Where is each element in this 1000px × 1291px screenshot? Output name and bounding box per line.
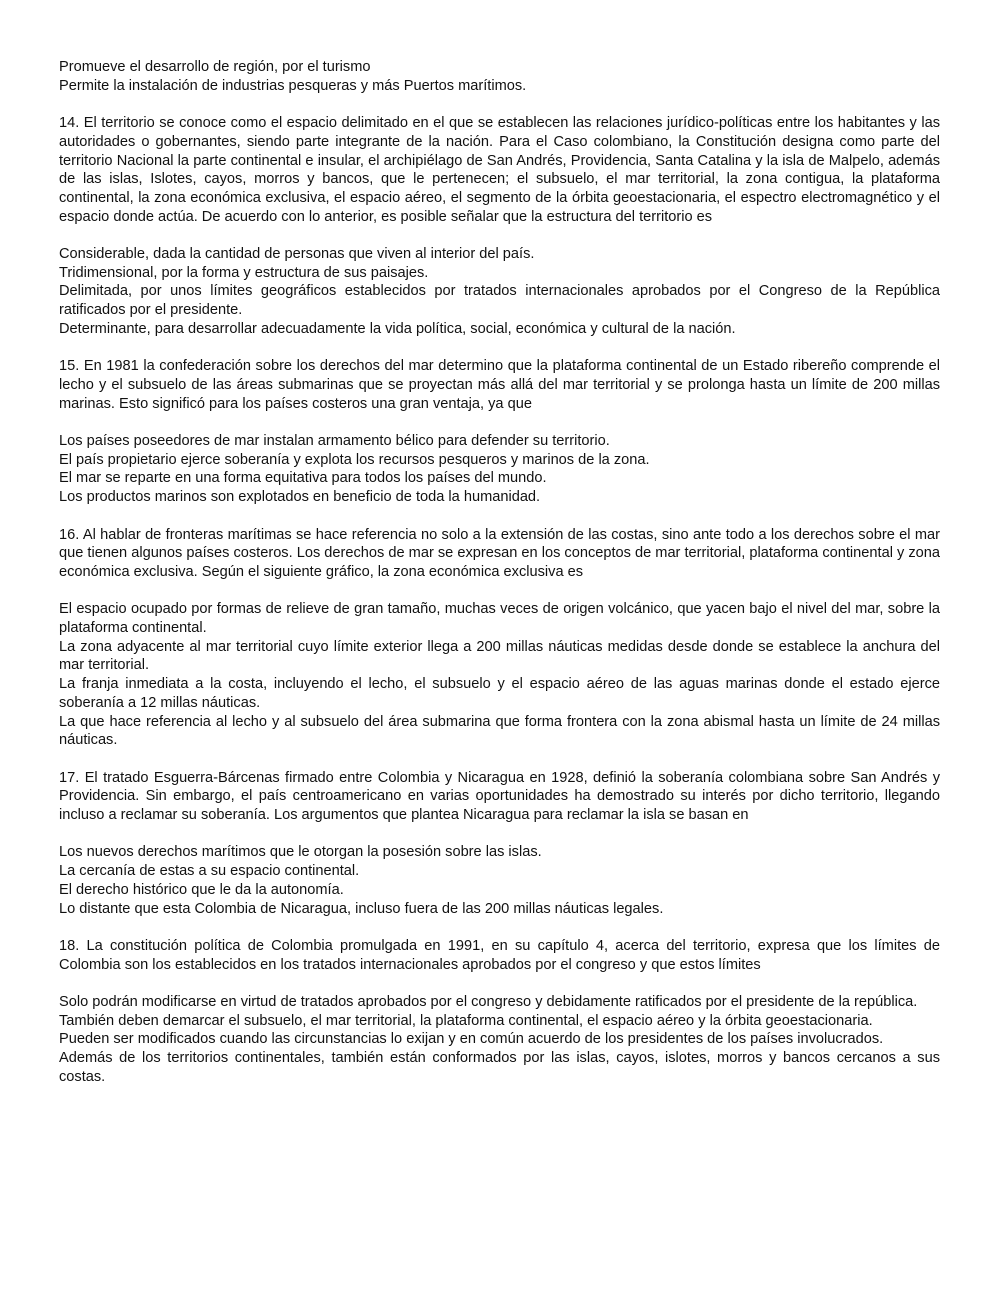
answer-options — [59, 245, 940, 339]
answer-option: Tridimensional, por la forma y estructura de sus paisajes. — [59, 264, 429, 281]
answer-option: Los países poseedores de mar instalan armamento bélico para defender su territorio. — [59, 433, 610, 449]
answer-option: Determinante, para desarrollar adecuadamente la vida política, social, económica y cultural de la nación. — [59, 320, 736, 337]
question-text: 18. La constitución política de Colombia promulgada en 1991, en su capítulo 4, acerca del territorio, expresa que los límites de Colombia son los establecidos en los tratados internacionales aprobados por el congreso y que estos límites — [59, 937, 940, 973]
answer-option: Pueden ser modificados cuando las circunstancias lo exijan y en común acuerdo de los presidentes de los países involucrados. — [59, 1031, 884, 1048]
question-text: 15. En 1981 la confederación sobre los derechos del mar determino que la plataforma continental de un Estado ribereño comprende el lecho y el subsuelo de las áreas submarinas que se proyectan más allá del mar territorial y se prolonga hasta un límite de 200 millas marinas. Esto significó para los países costeros una gran ventaja, ya que — [59, 358, 940, 412]
answer-option: También deben demarcar el subsuelo, el mar territorial, la plataforma continental, el espacio aéreo y la órbita geoestacionaria. — [59, 1012, 873, 1029]
document-page — [59, 58, 940, 1087]
answer-option: La cercanía de estas a su espacio continental. — [59, 863, 360, 880]
answer-option: La zona adyacente al mar territorial cuyo límite exterior llega a 200 millas náuticas medidas desde donde se establece la anchura del mar territorial. — [59, 638, 940, 674]
answer-options — [59, 600, 940, 750]
answer-option: Delimitada, por unos límites geográficos establecidos por tratados internacionales aprobados por el Congreso de la República ratificados por el presidente. — [59, 283, 940, 319]
answer-option: Considerable, dada la cantidad de personas que viven al interior del país. — [59, 246, 535, 262]
question-17 — [59, 769, 940, 919]
intro-option: Promueve el desarrollo de región, por el turismo — [59, 59, 371, 75]
question-text: 14. El territorio se conoce como el espacio delimitado en el que se establecen las relaciones jurídico-políticas entre los habitantes y las autoridades o gobernantes, siendo parte integrante de la nación. Para el Caso colombiano, la Constitución designa como parte del territorio Nacional la parte continental e insular, el archipiélago de San Andrés, Providencia, Santa Catalina y la isla de Malpelo, además de las islas, Islotes, cayos, morros y bancos, que le pertenecen; el subsuelo, el mar territorial, la zona contigua, la plataforma continental, la zona económica exclusiva, el espacio aéreo, el segmento de la órbita geoestacionaria, el espectro electromagnético y el espacio donde actúa. De acuerdo con lo anterior, es posible señalar que la estructura del territorio es — [59, 115, 940, 225]
question-text: 16. Al hablar de fronteras marítimas se hace referencia no solo a la extensión de las costas, sino ante todo a los derechos sobre el mar que tienen algunos países costeros. Los derechos de mar se expresan en los conceptos de mar territorial, plataforma continental y zona económica exclusiva. Según el siguiente gráfico, la zona económica exclusiva es — [59, 526, 940, 580]
answer-option: Solo podrán modificarse en virtud de tratados aprobados por el congreso y debidamente ratificados por el presidente de la república. — [59, 994, 918, 1010]
answer-option: El mar se reparte en una forma equitativa para todos los países del mundo. — [59, 470, 547, 487]
answer-option: El derecho histórico que le da la autonomía. — [59, 881, 344, 898]
intro-option: Permite la instalación de industrias pesqueras y más Puertos marítimos. — [59, 77, 527, 94]
answer-option: La franja inmediata a la costa, incluyendo el lecho, el subsuelo y el espacio aéreo de las aguas marinas donde el estado ejerce soberanía a 12 millas náuticas. — [59, 676, 940, 711]
question-15 — [59, 357, 940, 507]
answer-option: La que hace referencia al lecho y al subsuelo del área submarina que forma frontera con la zona abismal hasta un límite de 24 millas náuticas. — [59, 713, 940, 749]
answer-options — [59, 432, 940, 507]
answer-option: Además de los territorios continentales, también están conformados por las islas, cayos, islotes, morros y bancos cercanos a sus costas. — [59, 1050, 940, 1085]
answer-option: El país propietario ejerce soberanía y explota los recursos pesqueros y marinos de la zona. — [59, 451, 650, 468]
question-18 — [59, 937, 940, 1087]
answer-option: Lo distante que esta Colombia de Nicaragua, incluso fuera de las 200 millas náuticas legales. — [59, 900, 664, 917]
question-16 — [59, 526, 940, 750]
answer-option: Los productos marinos son explotados en beneficio de toda la humanidad. — [59, 489, 541, 506]
answer-option: El espacio ocupado por formas de relieve de gran tamaño, muchas veces de origen volcánico, que yacen bajo el nivel del mar, sobre la plataforma continental. — [59, 601, 940, 636]
answer-option: Los nuevos derechos marítimos que le otorgan la posesión sobre las islas. — [59, 844, 542, 861]
answer-options — [59, 843, 940, 918]
question-text: 17. El tratado Esguerra-Bárcenas firmado entre Colombia y Nicaragua en 1928, definió la soberanía colombiana sobre San Andrés y Providencia. Sin embargo, el país centroamericano en varias oportunidades ha demostrado su interés por dicho territorio, llegando incluso a reclamar su soberanía. Los argumentos que plantea Nicaragua para reclamar la isla se basan en — [59, 769, 940, 824]
answer-options — [59, 993, 940, 1087]
question-14 — [59, 114, 940, 338]
